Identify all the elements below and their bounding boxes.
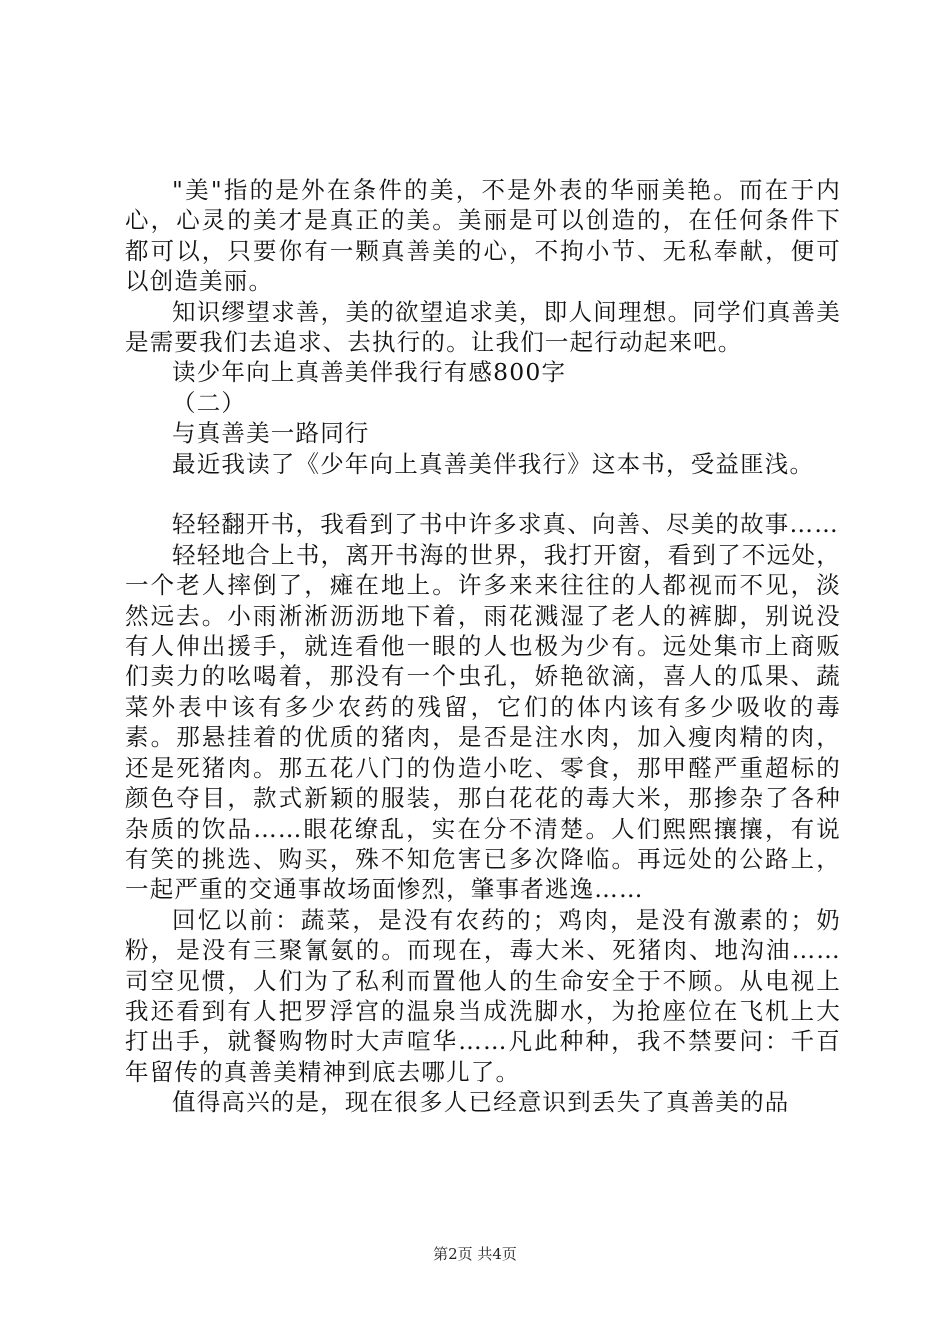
paragraph-open-book: 轻轻翻开书，我看到了书中许多求真、向善、尽美的故事…… bbox=[172, 510, 839, 539]
paragraph-gladness: 值得高兴的是，现在很多人已经意识到丢失了真善美的品 bbox=[172, 1088, 790, 1117]
essay-title: 读少年向上真善美伴我行有感800字 bbox=[172, 358, 567, 387]
paragraph-beauty: "美"指的是外在条件的美，不是外表的华丽美艳。而在于内心，心灵的美才是真正的美。美丽是可以创造的，在任何条件下都可以，只要你有一颗真善美的心，不拘小节、无私奉献，便可以创造美丽。 bbox=[125, 176, 841, 296]
paragraph-intro: 最近我读了《少年向上真善美伴我行》这本书，受益匪浅。 bbox=[172, 449, 815, 478]
page-number-footer: 第2页 共4页 bbox=[433, 1245, 517, 1263]
paragraph-recall: 回忆以前：蔬菜，是没有农药的；鸡肉，是没有激素的；奶粉，是没有三聚氰氨的。而现在，毒大米、死猪肉、地沟油……司空见惯，人们为了私利而置他人的生命安全于不顾。从电视上我还看到有人把罗浮宫的温泉当成洗脚水，为抢座位在飞机上大打出手，就餐购物时大声喧华……凡此种种，我不禁要问：千百年留传的真善美精神到底去哪儿了。 bbox=[125, 905, 841, 1086]
paragraph-ideal: 知识缪望求善，美的欲望追求美，即人间理想。同学们真善美是需要我们去追求、去执行的。让我们一起行动起来吧。 bbox=[125, 297, 841, 357]
document-body bbox=[125, 175, 841, 1118]
section-number: （二） bbox=[172, 388, 247, 417]
paragraph-window-scene: 轻轻地合上书，离开书海的世界，我打开窗，看到了不远处，一个老人摔倒了，瘫在地上。许多来来往往的人都视而不见，淡然远去。小雨淅淅沥沥地下着，雨花溅湿了老人的裤脚，别说没有人伸出援手，就连看他一眼的人也极为少有。远处集市上商贩们卖力的吆喝着，那没有一个虫孔，娇艳欲滴，喜人的瓜果、蔬菜外表中该有多少农药的残留，它们的体内该有多少吸收的毒素。那悬挂着的优质的猪肉，是否是注水肉，加入瘦肉精的肉，还是死猪肉。那五花八门的伪造小吃、零食，那甲醛严重超标的颜色夺目，款式新颖的服装，那白花花的毒大米，那掺杂了各种杂质的饮品……眼花缭乱，实在分不清楚。人们熙熙攘攘，有说有笑的挑选、购买，殊不知危害已多次降临。再远处的公路上，一起严重的交通事故场面惨烈，肇事者逃逸…… bbox=[125, 540, 841, 904]
section-title: 与真善美一路同行 bbox=[172, 419, 370, 448]
